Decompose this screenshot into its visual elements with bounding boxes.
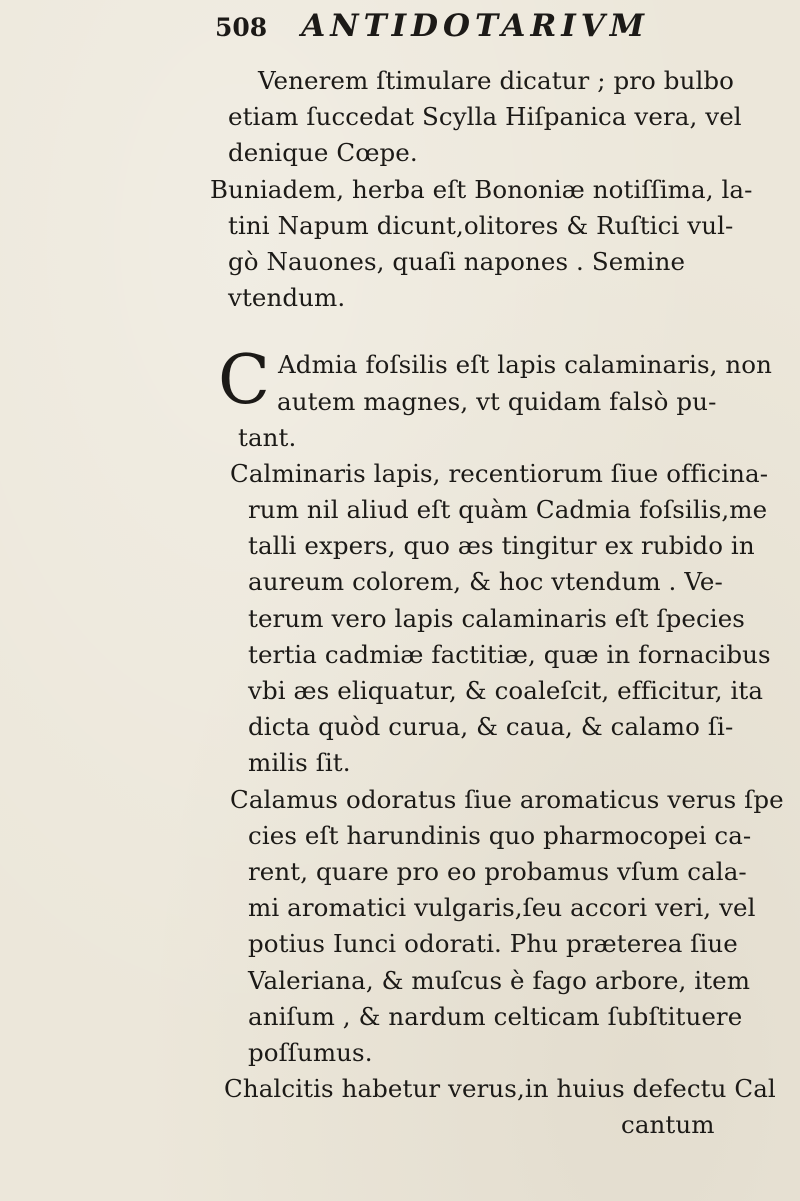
text-line: poſſumus. xyxy=(248,1037,373,1067)
paragraph-gap xyxy=(228,316,788,347)
text-line: talli expers, quo æs tingitur ex rubido in xyxy=(248,531,755,561)
text-line: dicta quòd curua, & caua, & calamo ſi- xyxy=(248,712,734,742)
text-line: gò Nauones, quaſi napones . Semine xyxy=(228,246,686,276)
drop-cap-initial: C xyxy=(218,341,271,421)
text-line: Calamus odoratus ſiue aromaticus verus ſpe xyxy=(230,784,784,814)
body-text xyxy=(210,63,788,1143)
page-number: 508 xyxy=(215,13,268,42)
text-line: tini Napum dicunt,olitores & Ruſtici vul- xyxy=(228,210,734,240)
text-line: aureum colorem, & hoc vtendum . Ve- xyxy=(248,567,723,597)
text-line: terum vero lapis calaminaris eſt ſpecies xyxy=(248,603,745,633)
text-line: mi aromatici vulgaris,ſeu accori veri, vel xyxy=(248,893,756,923)
text-line: etiam ſuccedat Scylla Hiſpanica vera, vel xyxy=(228,102,742,132)
text-line: autem magnes, vt quidam falsò pu- xyxy=(277,386,717,416)
text-line: cantum xyxy=(621,1110,715,1140)
text-line: Chalcitis habetur verus,in huius defectu Cal xyxy=(224,1074,776,1104)
text-line: Venerem ſtimulare dicatur ; pro bulbo xyxy=(258,66,735,95)
text-line: Buniadem, herba eſt Bononiæ notiſſima, la- xyxy=(210,174,753,204)
running-title: ANTIDOTARIVM xyxy=(301,8,650,44)
text-line: vtendum. xyxy=(228,283,346,313)
text-line: rent, quare pro eo probamus vſum cala- xyxy=(248,856,747,886)
text-line: vbi æs eliquatur, & coaleſcit, efficitur, ita xyxy=(248,676,764,705)
text-line: tant. xyxy=(238,422,297,452)
text-line: milis ſit. xyxy=(248,748,351,778)
page-header xyxy=(215,8,649,58)
text-line: rum nil aliud eſt quàm Cadmia foſsilis,me xyxy=(248,495,768,525)
text-line: denique Cœpe. xyxy=(228,138,418,168)
text-line: Admia foſsilis eſt lapis calaminaris, non xyxy=(278,350,773,380)
text-line: Calminaris lapis, recentiorum ſiue officina- xyxy=(230,458,769,488)
text-line: potius Iunci odorati. Phu prætereа ſiue xyxy=(248,929,738,959)
text-line: tertia cadmiæ factitiæ, quæ in fornacibus xyxy=(248,639,771,669)
text-line: aniſum , & nardum celticam ſubſtituere xyxy=(248,1001,743,1031)
text-line: cies eſt harundinis quo pharmocopei ca- xyxy=(248,820,752,850)
dropcap-paragraph xyxy=(218,341,788,456)
text-line: Valeriana, & muſcus è fago arbore, item xyxy=(248,965,751,995)
